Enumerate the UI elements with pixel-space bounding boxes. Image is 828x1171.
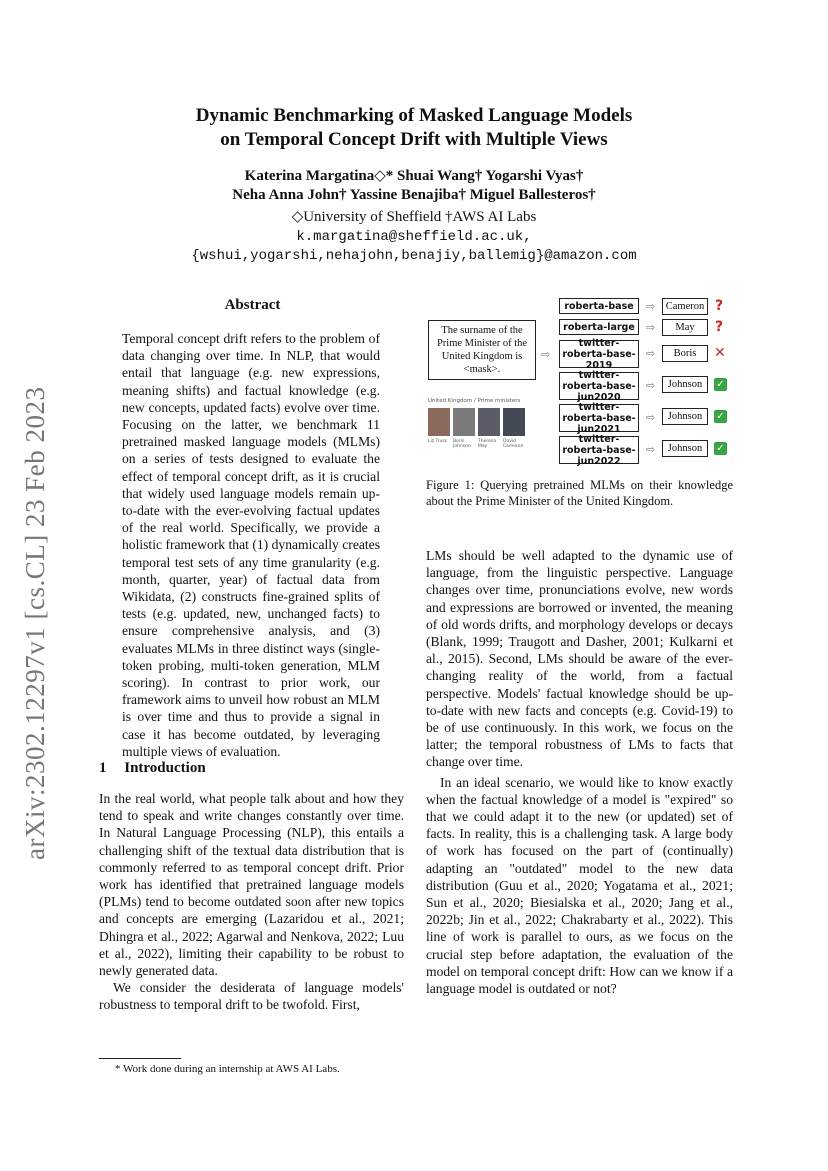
right-paragraph-1: LMs should be well adapted to the dynamic use of language, from the linguistic perspective. Language changes over time, pronunciations evolve, new words and expressions are borrowed or invented, the meaning of old words drifts, and morphology develops or decays (Blank, 1999; Traugott and Dasher, 2001; Kulkarni et al., 2015). Second, LMs should be aware of the ever-changing reality of the world, from a factual perspective. Models' factual knowledge should be up-to-date with new facts and concepts (e.g. Covid-19) to be of use continuously. In this work, we focus on the latter; the temporal robustness of LMs to facts that change over time. xyxy=(426,548,733,770)
abstract-body xyxy=(122,330,380,760)
model-box: roberta-large xyxy=(559,319,639,335)
section-number: 1 xyxy=(99,760,107,776)
row-arrow-icon: ⇨ xyxy=(646,347,656,360)
section-title: Introduction xyxy=(124,760,206,776)
title-line-2: on Temporal Concept Drift with Multiple Views xyxy=(220,129,608,150)
person-name: David Cameron xyxy=(503,439,524,449)
model-box: roberta-base xyxy=(559,298,639,314)
row-arrow-icon: ⇨ xyxy=(646,300,656,313)
photo-david-cameron xyxy=(503,408,525,436)
answer-box: Johnson xyxy=(662,408,708,425)
check-icon: ✓ xyxy=(714,378,727,391)
photo-theresa-may xyxy=(478,408,500,436)
figure-1 xyxy=(426,290,736,470)
intro-paragraph-2: We consider the desiderata of language models' robustness to temporal drift to be twofold. First, xyxy=(99,980,404,1013)
intro-left xyxy=(99,790,404,1014)
title-line-1: Dynamic Benchmarking of Masked Language Models xyxy=(195,105,633,126)
answer-box: Boris xyxy=(662,345,708,362)
question-icon: ? xyxy=(715,298,724,314)
prompt-arrow-icon: ⇨ xyxy=(541,348,551,361)
model-box: twitter-roberta-base-jun2022 xyxy=(559,436,639,464)
footnote-rule xyxy=(99,1058,181,1059)
check-icon: ✓ xyxy=(714,442,727,455)
arxiv-stamp: arXiv:2302.12297v1 [cs.CL] 23 Feb 2023 xyxy=(20,386,50,860)
answer-box: May xyxy=(662,319,708,336)
person-name: Boris Johnson xyxy=(453,439,471,449)
email-line-1: k.margatina@sheffield.ac.uk, xyxy=(296,229,532,245)
row-arrow-icon: ⇨ xyxy=(646,443,656,456)
photo-caption: United Kingdom / Prime ministers xyxy=(428,398,521,404)
answer-box: Johnson xyxy=(662,440,708,457)
figure-caption: Figure 1: Querying pretrained MLMs on their knowledge about the Prime Minister of the United Kingdom. xyxy=(426,478,733,508)
person-name: Theresa May xyxy=(478,439,496,449)
paper-title xyxy=(0,104,828,152)
prompt-box: The surname of the Prime Minister of the United Kingdom is <mask>. xyxy=(428,320,536,380)
abstract-heading: Abstract xyxy=(224,297,281,313)
authors-line-2: Neha Anna John† Yassine Benajiba† Miguel Ballesteros† xyxy=(232,187,596,203)
affiliations: ◇University of Sheffield †AWS AI Labs xyxy=(291,209,537,225)
footnote: * Work done during an internship at AWS AI Labs. xyxy=(115,1063,340,1075)
check-icon: ✓ xyxy=(714,410,727,423)
authors-line-1: Katerina Margatina◇* Shuai Wang† Yogarshi Vyas† xyxy=(244,168,584,184)
right-paragraph-2: In an ideal scenario, we would like to know exactly when the factual knowledge of a model is "expired" so that we could adapt it to the new (or updated) set of facts. In reality, this is a challenging task. A large body of work has focused on the part of (continually) adapting an "outdated" model to the new data distribution (Guu et al., 2020; Yogatama et al., 2021; Sun et al., 2020; Biesialska et al., 2020; Jang et al., 2022b; Jin et al., 2022; Chakrabarty et al., 2022). This line of work is parallel to ours, as we focus on the crucial step before adaptation, the evaluation of the model on temporal concept drift: How can we know if a language model is outdated or not? xyxy=(426,774,733,997)
email-line-2: {wshui,yogarshi,nehajohn,benajiy,ballemig}@amazon.com xyxy=(191,248,637,264)
photo-liz-truss xyxy=(428,408,450,436)
cross-icon: ✕ xyxy=(714,345,726,361)
intro-paragraph-1: In the real world, what people talk about and how they tend to speak and write changes constantly over time. In Natural Language Processing (NLP), this entails a challenging shift of the textual data distribution that is commonly referred to as temporal concept drift. Prior work has identified that pretrained language models (PLMs) tend to become outdated soon after new topics and concepts are emerging (Lazaridou et al., 2021; Dhingra et al., 2022; Agarwal and Nenkova, 2022; Luu et al., 2022), limiting their capability to be robust to newly generated data. xyxy=(99,791,404,979)
intro-right xyxy=(426,547,733,997)
model-box: twitter-roberta-base-jun2020 xyxy=(559,372,639,400)
answer-box: Johnson xyxy=(662,376,708,393)
abstract-text: Temporal concept drift refers to the problem of data changing over time. In NLP, that would entail that language (e.g. new expressions, meaning shifts) and factual knowledge (e.g. new concepts, updated facts) evolve over time. Focusing on the latter, we benchmark 11 pretrained masked language models (MLMs) on a series of tests designed to evaluate the effect of temporal concept drift, as it is crucial that widely used language models remain up-to-date with the ever-evolving factual updates of the real world. Specifically, we provide a holistic framework that (1) dynamically creates temporal test sets of any time granularity (e.g. month, quarter, year) of factual data from Wikidata, (2) constructs fine-grained splits of tests (e.g. updated, new, unchanged facts) to ensure comprehensive analysis, and (3) evaluates MLMs in three distinct ways (single-token probing, multi-token generation, MLM scoring). In contrast to prior work, our framework aims to unveil how robust an MLM is over time and thus to provide a signal in case it has become outdated, by leveraging multiple views of evaluation. xyxy=(122,331,380,759)
section-heading xyxy=(99,760,206,777)
row-arrow-icon: ⇨ xyxy=(646,379,656,392)
row-arrow-icon: ⇨ xyxy=(646,411,656,424)
question-icon: ? xyxy=(715,319,724,335)
row-arrow-icon: ⇨ xyxy=(646,321,656,334)
model-box: twitter-roberta-base-2019 xyxy=(559,340,639,368)
person-name: Liz Truss xyxy=(428,439,448,444)
photo-boris-johnson xyxy=(453,408,475,436)
answer-box: Cameron xyxy=(662,298,708,315)
model-box: twitter-roberta-base-jun2021 xyxy=(559,404,639,432)
